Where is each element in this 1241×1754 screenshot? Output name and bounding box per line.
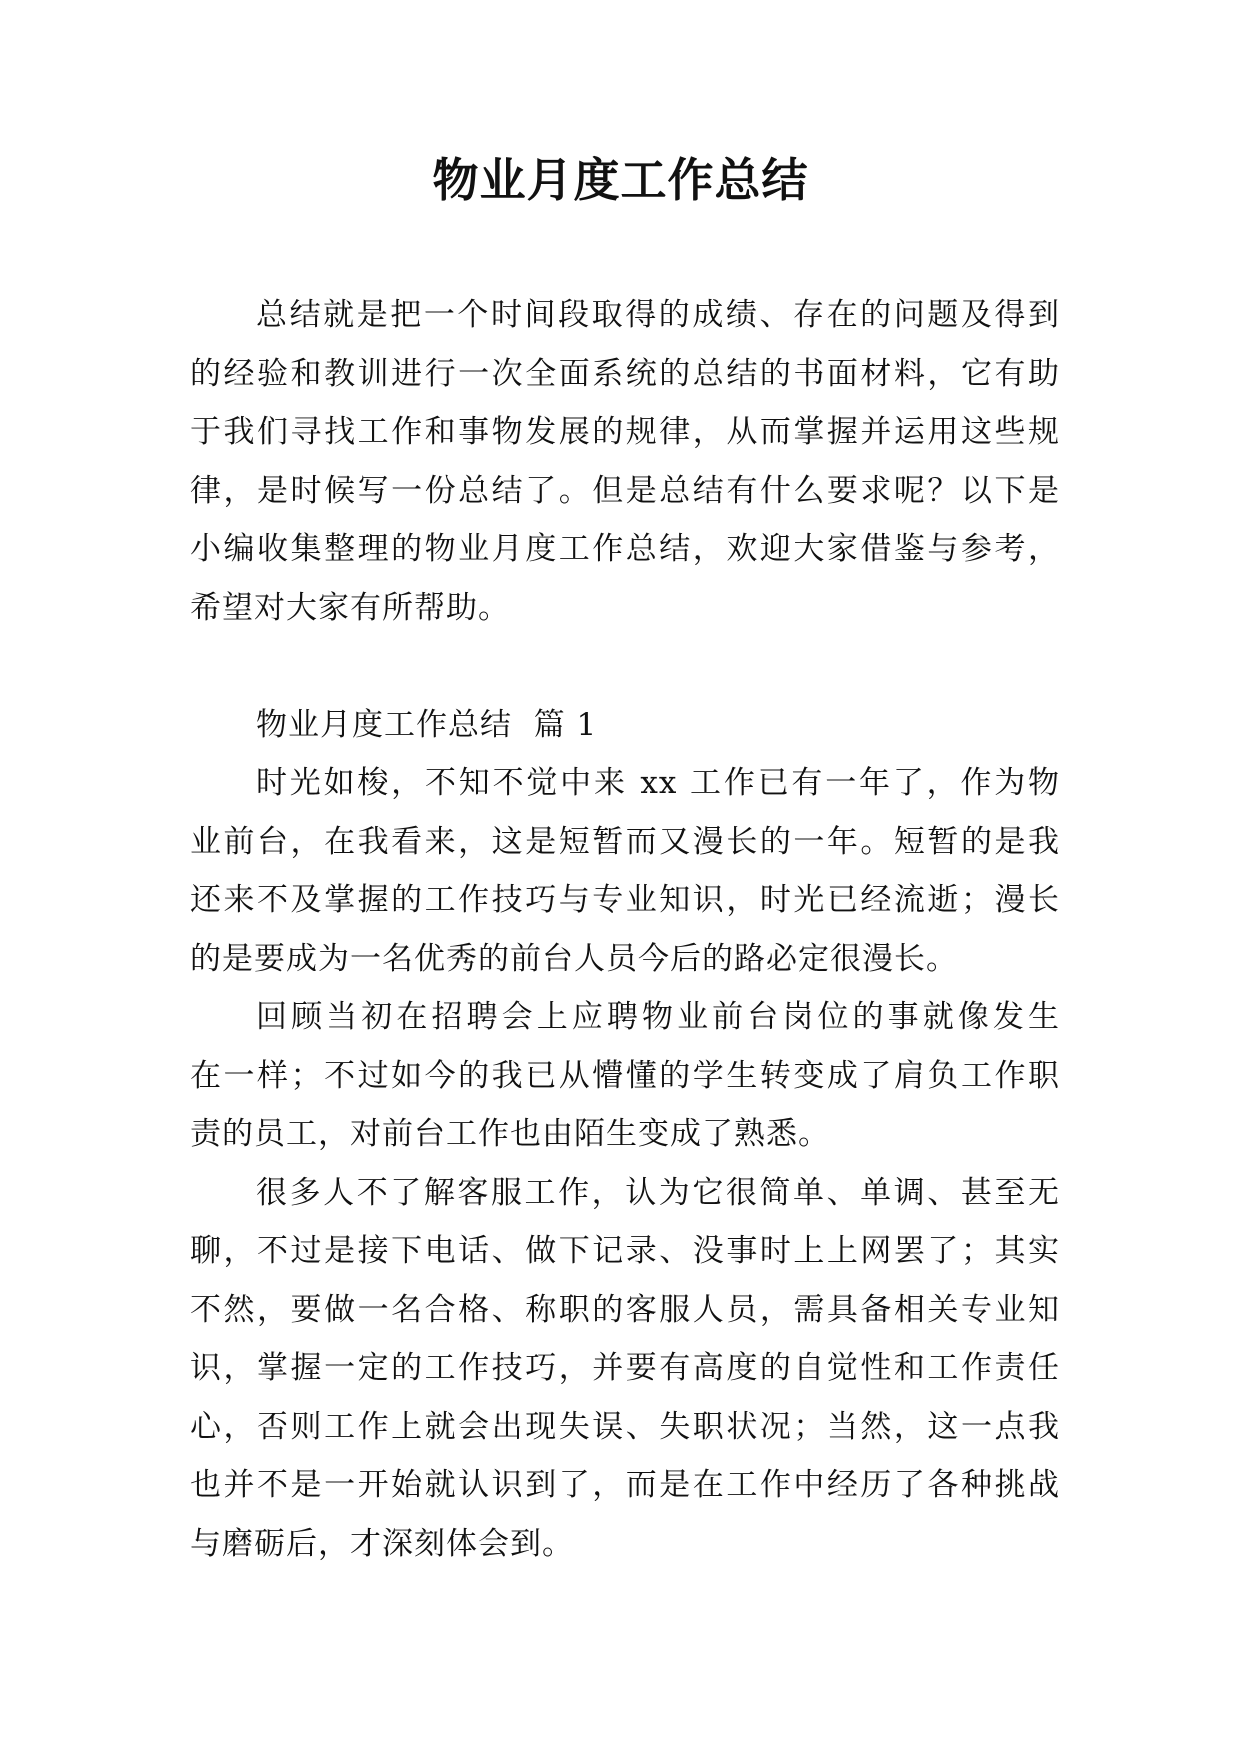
text-line: 于我们寻找工作和事物发展的规律，从而掌握并运用这些规 (190, 414, 1060, 450)
paragraph-2 (190, 988, 1060, 1164)
section-heading-block (190, 696, 1060, 755)
text-line: 时光如梭，不知不觉中来 xx 工作已有一年了，作为物 (256, 765, 1060, 801)
paragraph-1 (190, 754, 1060, 988)
intro-paragraph (190, 286, 1060, 637)
text-line: 与磨砺后，才深刻体会到。 (190, 1525, 574, 1562)
text-line: 心，否则工作上就会出现失误、失职状况；当然，这一点我 (190, 1408, 1060, 1445)
text-line: 不然，要做一名合格、称职的客服人员，需具备相关专业知 (190, 1291, 1060, 1328)
paragraph-gap (190, 637, 1060, 696)
text-line: 小编收集整理的物业月度工作总结，欢迎大家借鉴与参考， (190, 531, 1060, 567)
text-line: 希望对大家有所帮助。 (190, 589, 510, 626)
text-line: 总结就是把一个时间段取得的成绩、存在的问题及得到 (256, 297, 1060, 333)
text-line: 责的员工，对前台工作也由陌生变成了熟悉。 (190, 1116, 830, 1152)
text-line: 回顾当初在招聘会上应聘物业前台岗位的事就像发生 (256, 999, 1060, 1035)
text-line: 的经验和教训进行一次全面系统的总结的书面材料，它有助 (190, 355, 1060, 392)
text-line: 业前台，在我看来，这是短暂而又漫长的一年。短暂的是我 (190, 823, 1060, 860)
text-line: 律，是时候写一份总结了。但是总结有什么要求呢？以下是 (190, 472, 1060, 509)
paragraph-3 (190, 1164, 1060, 1574)
text-line: 在一样；不过如今的我已从懵懂的学生转变成了肩负工作职 (190, 1057, 1060, 1094)
section-heading: 物业月度工作总结 篇 1 (256, 706, 598, 743)
text-line: 识，掌握一定的工作技巧，并要有高度的自觉性和工作责任 (190, 1350, 1060, 1386)
text-line: 的是要成为一名优秀的前台人员今后的路必定很漫长。 (190, 940, 958, 977)
document-body (190, 286, 1060, 1573)
text-line: 也并不是一开始就认识到了，而是在工作中经历了各种挑战 (190, 1467, 1060, 1503)
document-title: 物业月度工作总结 (432, 153, 809, 207)
text-line: 很多人不了解客服工作，认为它很简单、单调、甚至无 (256, 1174, 1060, 1211)
text-line: 聊，不过是接下电话、做下记录、没事时上上网罢了；其实 (190, 1233, 1060, 1269)
text-line: 还来不及掌握的工作技巧与专业知识，时光已经流逝；漫长 (190, 882, 1060, 918)
